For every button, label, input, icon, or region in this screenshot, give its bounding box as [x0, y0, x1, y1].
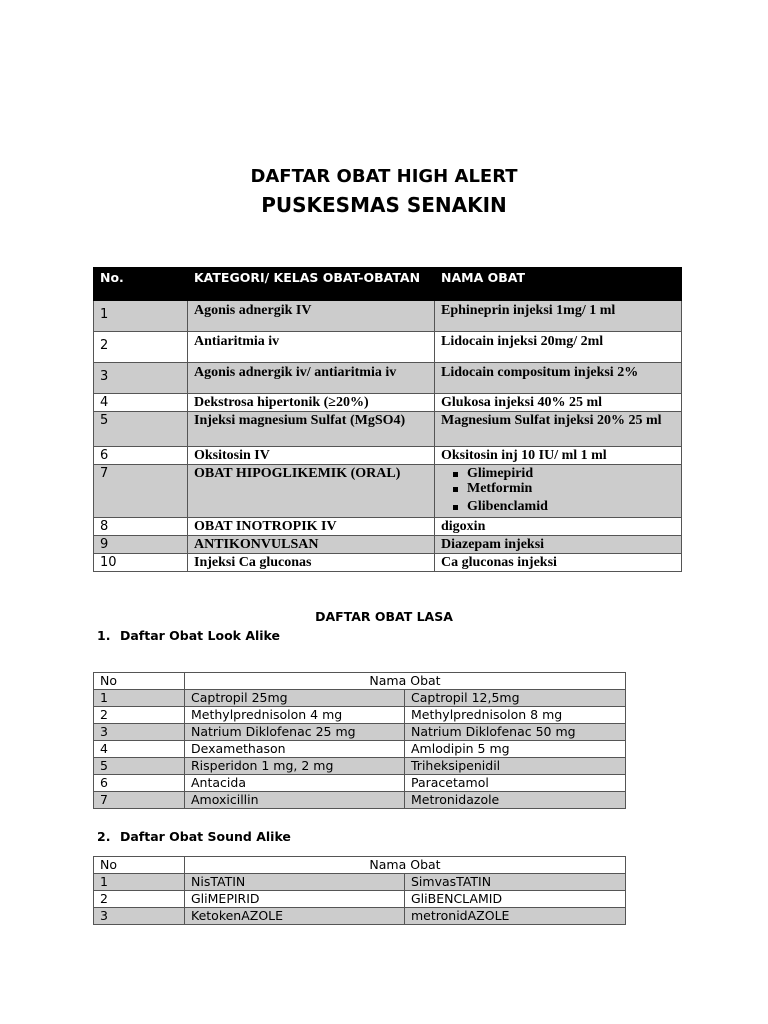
row-drug-b: SimvasTATIN — [405, 874, 626, 891]
row-drug: Diazepam injeksi — [435, 536, 682, 554]
look-alike-table — [93, 672, 626, 809]
row-drug: Lidocain injeksi 20mg/ 2ml — [435, 332, 682, 363]
row-no: 8 — [94, 518, 188, 536]
row-category: ANTIKONVULSAN — [188, 536, 435, 554]
col-header-no: No — [94, 857, 185, 874]
table-row — [94, 465, 682, 518]
row-drug-b: Paracetamol — [405, 775, 626, 792]
row-drug-b: Amlodipin 5 mg — [405, 741, 626, 758]
table-row — [94, 741, 626, 758]
col-header-name: Nama Obat — [185, 673, 626, 690]
row-drug-a: NisTATIN — [185, 874, 405, 891]
row-drug: Magnesium Sulfat injeksi 20% 25 ml — [435, 412, 682, 447]
look-alike-number: 1. — [97, 628, 111, 643]
document-subtitle: PUSKESMAS SENAKIN — [261, 193, 507, 217]
row-category: Agonis adnergik iv/ antiaritmia iv — [188, 363, 435, 394]
col-header-category: KATEGORI/ KELAS OBAT-OBATAN — [188, 268, 435, 301]
row-no: 7 — [94, 465, 188, 518]
list-item: Glibenclamid — [467, 499, 675, 514]
table-row — [94, 792, 626, 809]
table-row — [94, 891, 626, 908]
row-no: 4 — [94, 741, 185, 758]
row-no: 3 — [94, 724, 185, 741]
row-category: Oksitosin IV — [188, 447, 435, 465]
row-drug-a: KetokenAZOLE — [185, 908, 405, 925]
row-drug-b: metronidAZOLE — [405, 908, 626, 925]
row-drug: Glukosa injeksi 40% 25 ml — [435, 394, 682, 412]
row-no: 1 — [94, 874, 185, 891]
row-drug-a: Dexamethason — [185, 741, 405, 758]
sound-alike-heading-text: Daftar Obat Sound Alike — [120, 829, 291, 844]
row-drug-a: Antacida — [185, 775, 405, 792]
row-no: 1 — [94, 301, 188, 332]
col-header-no: No — [94, 673, 185, 690]
row-drug-a: GliMEPIRID — [185, 891, 405, 908]
row-no: 3 — [94, 908, 185, 925]
high-alert-header-row — [94, 268, 682, 301]
row-no: 6 — [94, 775, 185, 792]
row-no: 6 — [94, 447, 188, 465]
table-row — [94, 724, 626, 741]
row-category: Agonis adnergik IV — [188, 301, 435, 332]
row-category: OBAT INOTROPIK IV — [188, 518, 435, 536]
row-drug-b: Methylprednisolon 8 mg — [405, 707, 626, 724]
list-item: Glimepirid — [467, 466, 675, 481]
row-no: 2 — [94, 707, 185, 724]
look-alike-heading-text: Daftar Obat Look Alike — [120, 628, 281, 643]
table-row — [94, 332, 682, 363]
row-drug: Ca gluconas injeksi — [435, 554, 682, 572]
row-drug-a: Amoxicillin — [185, 792, 405, 809]
col-header-no: No. — [94, 268, 188, 301]
row-drug-list — [435, 465, 682, 518]
row-drug-b: Captropil 12,5mg — [405, 690, 626, 707]
row-no: 2 — [94, 891, 185, 908]
table-row — [94, 690, 626, 707]
table-row — [94, 908, 626, 925]
row-no: 4 — [94, 394, 188, 412]
look-alike-heading — [97, 628, 280, 643]
look-alike-header-row — [94, 673, 626, 690]
col-header-drug: NAMA OBAT — [435, 268, 682, 301]
row-drug-a: Risperidon 1 mg, 2 mg — [185, 758, 405, 775]
table-row — [94, 554, 682, 572]
table-row — [94, 518, 682, 536]
row-drug: Lidocain compositum injeksi 2% — [435, 363, 682, 394]
row-drug-b: Natrium Diklofenac 50 mg — [405, 724, 626, 741]
row-drug-a: Methylprednisolon 4 mg — [185, 707, 405, 724]
table-row — [94, 394, 682, 412]
document-title: DAFTAR OBAT HIGH ALERT — [250, 166, 518, 187]
table-row — [94, 447, 682, 465]
row-drug-a: Captropil 25mg — [185, 690, 405, 707]
col-header-name: Nama Obat — [185, 857, 626, 874]
row-no: 3 — [94, 363, 188, 394]
lasa-title: DAFTAR OBAT LASA — [315, 609, 453, 624]
row-drug-b: Triheksipenidil — [405, 758, 626, 775]
row-no: 10 — [94, 554, 188, 572]
row-drug: Ephineprin injeksi 1mg/ 1 ml — [435, 301, 682, 332]
row-drug: Oksitosin inj 10 IU/ ml 1 ml — [435, 447, 682, 465]
table-row — [94, 536, 682, 554]
list-item: Metformin — [467, 481, 675, 496]
row-drug-a: Natrium Diklofenac 25 mg — [185, 724, 405, 741]
row-no: 5 — [94, 758, 185, 775]
table-row — [94, 775, 626, 792]
row-drug-b: GliBENCLAMID — [405, 891, 626, 908]
row-category: Dekstrosa hipertonik (≥20%) — [188, 394, 435, 412]
row-no: 9 — [94, 536, 188, 554]
row-no: 1 — [94, 690, 185, 707]
table-row — [94, 412, 682, 447]
row-category: OBAT HIPOGLIKEMIK (ORAL) — [188, 465, 435, 518]
table-row — [94, 707, 626, 724]
table-row — [94, 363, 682, 394]
table-row — [94, 874, 626, 891]
row-drug-b: Metronidazole — [405, 792, 626, 809]
table-row — [94, 758, 626, 775]
row-drug: digoxin — [435, 518, 682, 536]
row-no: 5 — [94, 412, 188, 447]
high-alert-table — [93, 267, 682, 572]
row-category: Antiaritmia iv — [188, 332, 435, 363]
row-category: Injeksi magnesium Sulfat (MgSO4) — [188, 412, 435, 447]
row-no: 2 — [94, 332, 188, 363]
sound-alike-number: 2. — [97, 829, 111, 844]
row-no: 7 — [94, 792, 185, 809]
sound-alike-table — [93, 856, 626, 925]
sound-alike-header-row — [94, 857, 626, 874]
row-category: Injeksi Ca gluconas — [188, 554, 435, 572]
table-row — [94, 301, 682, 332]
sound-alike-heading — [97, 829, 291, 844]
